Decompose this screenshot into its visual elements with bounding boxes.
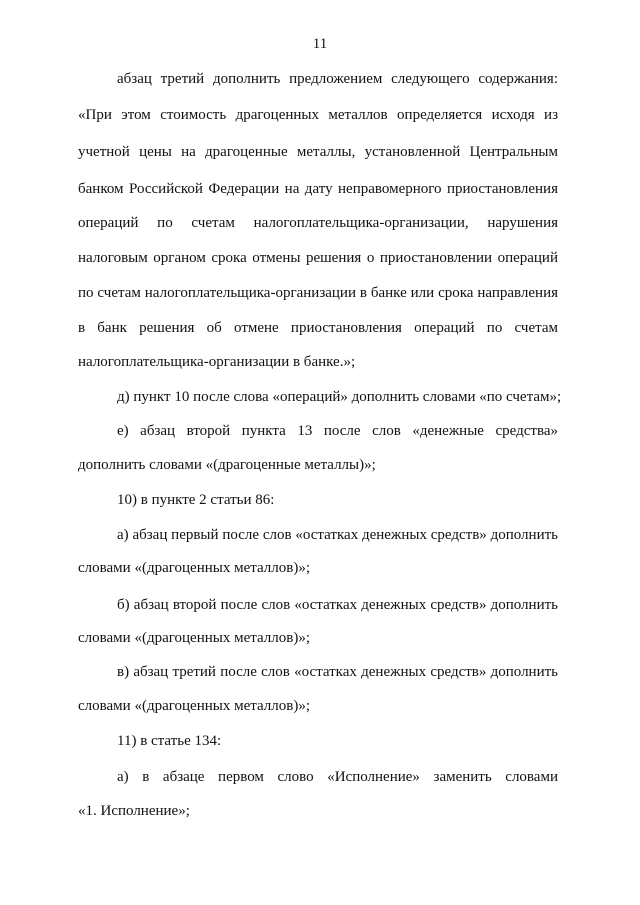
text-line: в) абзац третий после слов «остатках денежных средств» дополнить — [117, 664, 558, 680]
text-line: словами «(драгоценных металлов)»; — [78, 698, 310, 714]
text-line: в банк решения об отмене приостановления операций по счетам — [78, 320, 558, 336]
text-line: е) абзац второй пункта 13 после слов «денежные средства» — [117, 423, 558, 439]
text-line: дополнить словами «(драгоценные металлы)»; — [78, 457, 376, 473]
text-line: д) пункт 10 после слова «операций» дополнить словами «по счетам»; — [117, 389, 562, 405]
text-line: а) абзац первый после слов «остатках денежных средств» дополнить — [117, 527, 558, 543]
page-number: 11 — [312, 36, 328, 52]
text-line: налоговым органом срока отмены решения о приостановлении операций — [78, 250, 558, 266]
text-line: по счетам налогоплательщика-организации в банке или срока направления — [78, 285, 558, 301]
text-line: операций по счетам налогоплательщика-организации, нарушения — [78, 215, 558, 231]
text-line: б) абзац второй после слов «остатках денежных средств» дополнить — [117, 597, 558, 613]
text-line: абзац третий дополнить предложением следующего содержания: — [117, 71, 558, 87]
text-line: словами «(драгоценных металлов)»; — [78, 560, 310, 576]
text-line: учетной цены на драгоценные металлы, установленной Центральным — [78, 144, 558, 160]
text-line: «При этом стоимость драгоценных металлов определяется исходя из — [78, 107, 558, 123]
text-line: словами «(драгоценных металлов)»; — [78, 630, 310, 646]
text-line: а) в абзаце первом слово «Исполнение» заменить словами — [117, 769, 558, 785]
text-line: «1. Исполнение»; — [78, 803, 190, 819]
text-line: 11) в статье 134: — [117, 733, 222, 749]
text-line: 10) в пункте 2 статьи 86: — [117, 492, 275, 508]
text-line: банком Российской Федерации на дату неправомерного приостановления — [78, 181, 558, 197]
text-line: налогоплательщика-организации в банке.»; — [78, 354, 356, 370]
